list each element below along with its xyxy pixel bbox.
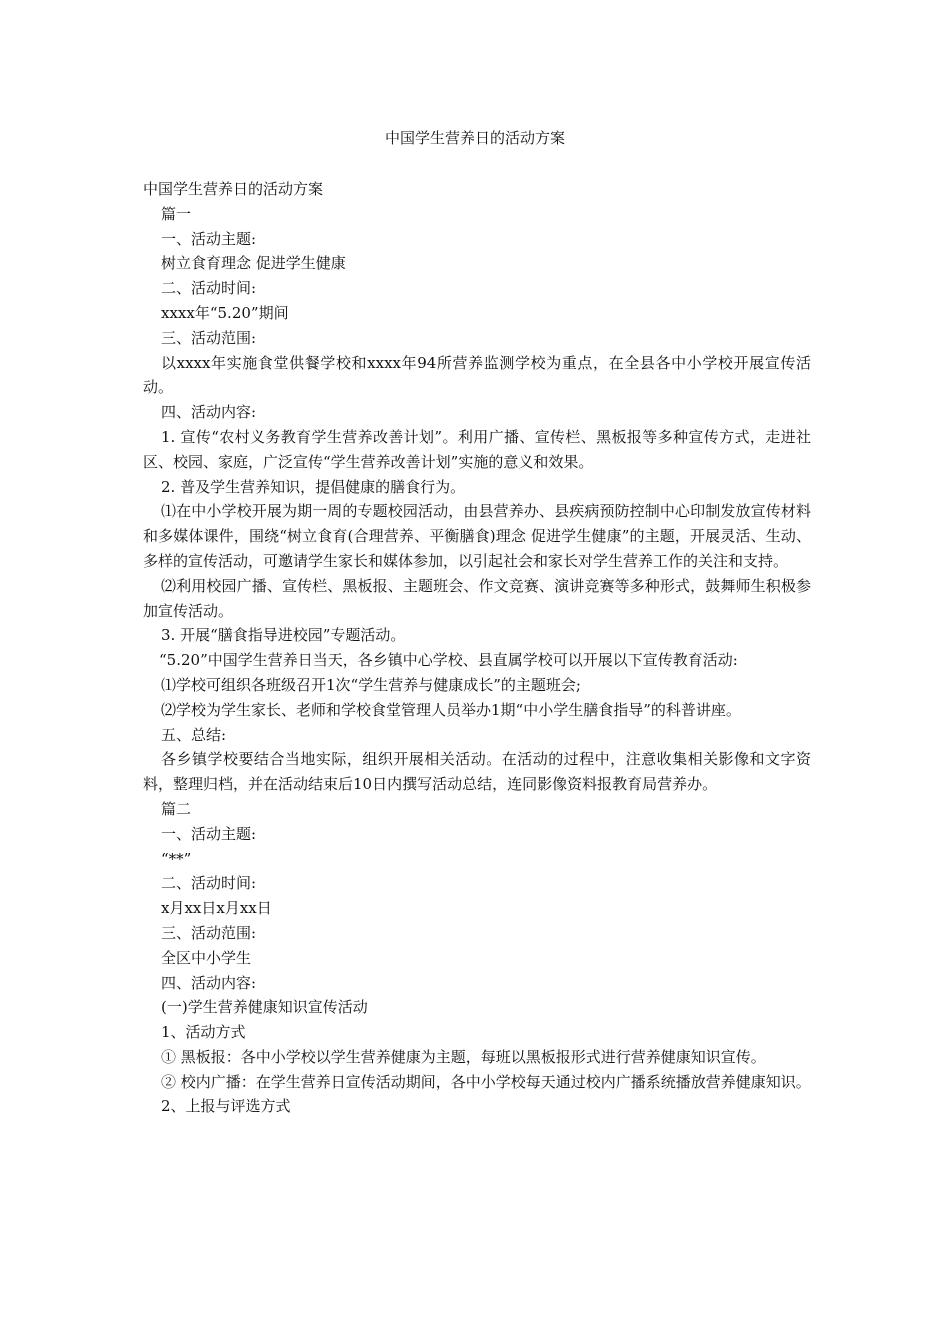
paragraph: 3. 开展“膳食指导进校园”专题活动。 [161,626,406,645]
subheading: 二、活动时间: [161,874,257,893]
paragraph: “5.20”中国学生营养日当天，各乡镇中心学校、县直属学校可以开展以下宣传教育活动: [159,651,738,670]
paragraph: 2、上报与评选方式 [161,1097,291,1116]
paragraph: ② 校内广播：在学生营养日宣传活动期间，各中小学校每天通过校内广播系统播放营养健康知识。 [161,1072,811,1091]
paragraph: 树立食育理念 促进学生健康 [161,254,346,273]
paragraph: xxxx年“5.20”期间 [161,303,289,322]
paragraph: 2. 普及学生营养知识，提倡健康的膳食行为。 [161,477,466,496]
section-label: 篇二 [161,799,192,818]
page-title: 中国学生营养日的活动方案 [384,129,565,147]
subheading: 三、活动范围: [161,923,257,942]
subheading: 三、活动范围: [161,328,257,347]
paragraph: ⑵利用校园广播、宣传栏、黑板报、主题班会、作文竞赛、演讲竞赛等多种形式，鼓舞师生积极参加宣传活动。 [143,576,811,620]
body-heading: 中国学生营养日的活动方案 [143,180,324,198]
paragraph: 1. 宣传“农村义务教育学生营养改善计划”。利用广播、宣传栏、黑板报等多种宣传方式，走进社区、校园、家庭，广泛宣传“学生营养改善计划”实施的意义和效果。 [143,427,811,471]
subheading: 四、活动内容: [161,973,257,992]
paragraph: 全区中小学生 [161,948,252,967]
paragraph: ⑴学校可组织各班级召开1次“学生营养与健康成长”的主题班会; [161,675,581,694]
subheading: 四、活动内容: [161,403,257,422]
paragraph: 1、活动方式 [161,1023,246,1042]
document-body [143,177,811,1119]
subheading: 一、活动主题: [161,824,257,843]
paragraph: ⑴在中小学校开展为期一周的专题校园活动，由县营养办、县疾病预防控制中心印制发放宣传材料和多媒体课件，围绕“树立食育(合理营养、平衡膳食)理念 促进学生健康”的主题，开展灵活、生动、多样的宣传活动，可邀请学生家长和媒体参加，以引起社会和家长对学生营养工作的关注和支持。 [143,502,811,570]
paragraph: ⑵学校为学生家长、老师和学校食堂管理人员举办1期“中小学生膳食指导”的科普讲座。 [161,700,741,719]
paragraph: 各乡镇学校要结合当地实际，组织开展相关活动。在活动的过程中，注意收集相关影像和文字资料，整理归档，并在活动结束后10日内撰写活动总结，连同影像资料报教育局营养办。 [143,750,811,794]
subheading: 一、活动主题: [161,229,257,248]
paragraph: ① 黑板报：各中小学校以学生营养健康为主题，每班以黑板报形式进行营养健康知识宣传。 [161,1047,766,1066]
paragraph: 以xxxx年实施食堂供餐学校和xxxx年94所营养监测学校为重点，在全县各中小学校开展宣传活动。 [143,353,811,397]
section-label: 篇一 [161,204,192,223]
subheading: 五、总结: [161,725,227,744]
paragraph: x月xx日x月xx日 [161,899,272,918]
subheading: 二、活动时间: [161,279,257,298]
paragraph: “**” [161,849,192,868]
paragraph: (一)学生营养健康知识宣传活动 [161,998,368,1017]
